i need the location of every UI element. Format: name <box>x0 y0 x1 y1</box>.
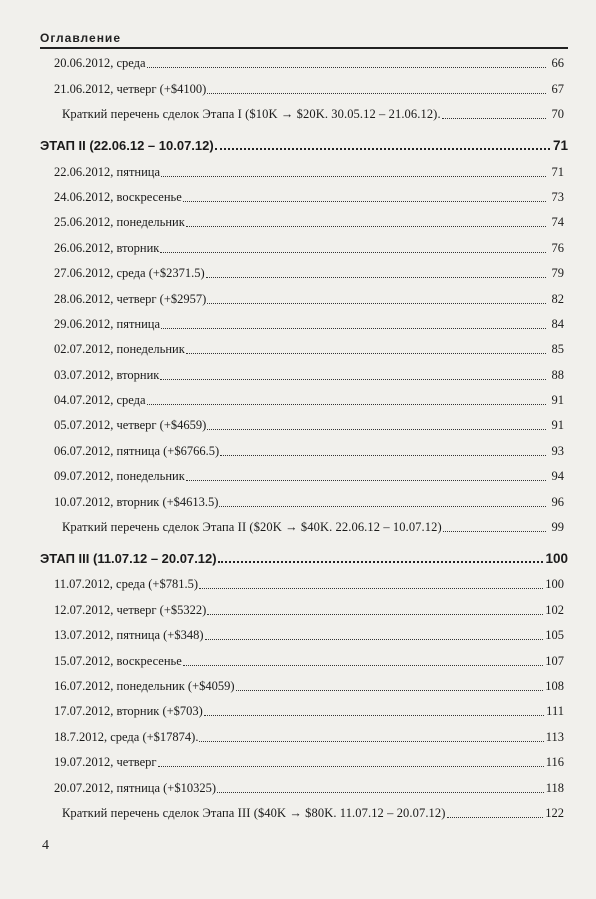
toc-entry-title: 22.06.2012, пятница <box>54 164 161 179</box>
dot-leader <box>206 276 546 278</box>
dot-leader <box>207 302 546 304</box>
toc-entry-title: 28.06.2012, четверг (+$2957) <box>54 291 207 306</box>
dot-leader <box>183 664 543 666</box>
dot-leader <box>443 530 546 532</box>
toc-page-number: 113 <box>545 729 564 744</box>
dot-leader <box>204 714 544 716</box>
toc-entry <box>40 361 568 386</box>
dot-leader <box>215 147 550 150</box>
toc-entry-title: 27.06.2012, среда (+$2371.5) <box>54 266 205 281</box>
toc-entry-title: 25.06.2012, понедельник <box>54 215 185 230</box>
toc-entry-title: 11.07.2012, среда (+$781.5) <box>54 577 199 592</box>
toc-page-number: 105 <box>545 628 564 643</box>
toc-section-heading <box>40 128 568 158</box>
toc-entry <box>40 184 568 209</box>
toc-entry-title: 16.07.2012, понедельник (+$4059) <box>54 678 235 693</box>
toc-entry-title: 21.06.2012, четверг (+$4100) <box>54 81 207 96</box>
toc-entry <box>40 647 568 672</box>
toc-entry <box>40 698 568 723</box>
toc-entry <box>40 596 568 621</box>
dot-leader <box>236 689 544 691</box>
toc-page-number: 71 <box>552 138 568 154</box>
toc-entry-title: 13.07.2012, пятница (+$348) <box>54 628 204 643</box>
toc-entry-title: 20.07.2012, пятница (+$10325) <box>54 780 217 795</box>
toc-page-number: 96 <box>551 494 564 509</box>
running-header: Оглавление <box>40 31 121 45</box>
toc-entry-title: 18.7.2012, среда (+$17874). <box>54 729 199 744</box>
page-number: 4 <box>42 838 49 853</box>
toc-page-number: 100 <box>545 577 564 592</box>
toc-page-number: 79 <box>551 266 564 281</box>
toc-page-number: 88 <box>551 367 564 382</box>
toc-page-number: 108 <box>545 678 564 693</box>
toc-entry-title: 29.06.2012, пятница <box>54 316 161 331</box>
toc-page-number: 102 <box>545 602 564 617</box>
toc-entry <box>40 749 568 774</box>
dot-leader <box>199 587 543 589</box>
toc-entry <box>40 336 568 361</box>
toc-entry-title: Краткий перечень сделок Этапа III ($40K → $80K. 11.07.12 – 20.07.12) <box>62 805 446 820</box>
toc-page-number: 82 <box>551 291 564 306</box>
dot-leader <box>186 479 546 481</box>
toc-entry-title: 04.07.2012, среда <box>54 393 146 408</box>
dot-leader <box>217 791 544 793</box>
toc-entry-title: Краткий перечень сделок Этапа II ($20K → $40K. 22.06.12 – 10.07.12) <box>62 520 442 535</box>
toc-page-number: 91 <box>551 393 564 408</box>
dot-leader <box>442 117 546 119</box>
dot-leader <box>199 740 543 742</box>
header-rule <box>40 47 568 49</box>
toc-entry-title: ЭТАП III (11.07.12 – 20.07.12) <box>40 551 217 567</box>
toc-entry-title: ЭТАП II (22.06.12 – 10.07.12) <box>40 138 214 154</box>
toc-entry <box>40 285 568 310</box>
toc-page-number: 100 <box>545 551 568 567</box>
toc-page-number: 99 <box>551 520 564 535</box>
toc-page-number: 116 <box>545 755 564 770</box>
toc-entry <box>40 673 568 698</box>
toc-section-heading <box>40 541 568 571</box>
dot-leader <box>186 225 546 227</box>
dot-leader <box>158 765 544 767</box>
dot-leader <box>183 200 546 202</box>
toc-page-number: 122 <box>545 805 564 820</box>
toc-entry-title: 17.07.2012, вторник (+$703) <box>54 704 203 719</box>
toc-entry-title: 12.07.2012, четверг (+$5322) <box>54 602 207 617</box>
toc-entry-title: 10.07.2012, вторник (+$4613.5) <box>54 494 219 509</box>
toc-summary-entry <box>40 514 568 539</box>
dot-leader <box>161 327 546 329</box>
toc-entry <box>40 437 568 462</box>
toc-summary-entry <box>40 800 568 825</box>
toc-page-number: 76 <box>551 240 564 255</box>
dot-leader <box>220 454 546 456</box>
toc-entry-title: 06.07.2012, пятница (+$6766.5) <box>54 443 220 458</box>
dot-leader <box>447 816 544 818</box>
toc-entry-title: 26.06.2012, вторник <box>54 240 160 255</box>
toc-entry <box>40 234 568 259</box>
dot-leader <box>160 251 546 253</box>
toc-entry <box>40 387 568 412</box>
dot-leader <box>147 403 546 405</box>
toc-page-number: 71 <box>551 164 564 179</box>
dot-leader <box>205 638 544 640</box>
toc-entry <box>40 571 568 596</box>
toc-entry-title: 24.06.2012, воскресенье <box>54 189 182 204</box>
toc-page-number: 73 <box>551 189 564 204</box>
dot-leader <box>219 505 546 507</box>
toc-page-number: 70 <box>551 107 564 122</box>
toc-page-number: 111 <box>546 704 564 719</box>
toc-page-number: 91 <box>551 418 564 433</box>
toc-entry <box>40 723 568 748</box>
dot-leader <box>186 352 546 354</box>
toc-page-number: 93 <box>551 443 564 458</box>
toc-entry-title: 09.07.2012, понедельник <box>54 469 185 484</box>
toc-entry <box>40 260 568 285</box>
toc-summary-entry <box>40 101 568 126</box>
dot-leader <box>207 428 546 430</box>
toc-entry <box>40 311 568 336</box>
toc-page-number: 67 <box>551 81 564 96</box>
toc-entry <box>40 75 568 100</box>
toc-entry <box>40 158 568 183</box>
dot-leader <box>207 92 546 94</box>
toc-entry <box>40 463 568 488</box>
toc-entry <box>40 50 568 75</box>
dot-leader <box>218 560 544 563</box>
toc-entry <box>40 774 568 799</box>
toc-page-number: 85 <box>551 342 564 357</box>
toc-entry-title: 19.07.2012, четверг <box>54 755 157 770</box>
dot-leader <box>147 66 546 68</box>
toc-entry-title: 15.07.2012, воскресенье <box>54 653 182 668</box>
dot-leader <box>160 378 546 380</box>
toc-page-number: 84 <box>551 316 564 331</box>
toc-page-number: 94 <box>551 469 564 484</box>
toc-page-number: 66 <box>551 56 564 71</box>
toc-entry <box>40 209 568 234</box>
toc-page-number: 74 <box>551 215 564 230</box>
toc-page-number: 107 <box>545 653 564 668</box>
toc-page-number: 118 <box>545 780 564 795</box>
table-of-contents <box>40 50 568 825</box>
toc-entry-title: Краткий перечень сделок Этапа I ($10K → $20K. 30.05.12 – 21.06.12). <box>62 107 441 122</box>
toc-entry-title: 02.07.2012, понедельник <box>54 342 185 357</box>
dot-leader <box>161 175 546 177</box>
toc-entry-title: 05.07.2012, четверг (+$4659) <box>54 418 207 433</box>
toc-entry-title: 20.06.2012, среда <box>54 56 146 71</box>
toc-entry <box>40 412 568 437</box>
toc-entry <box>40 622 568 647</box>
toc-entry-title: 03.07.2012, вторник <box>54 367 160 382</box>
toc-entry <box>40 488 568 513</box>
dot-leader <box>207 613 543 615</box>
